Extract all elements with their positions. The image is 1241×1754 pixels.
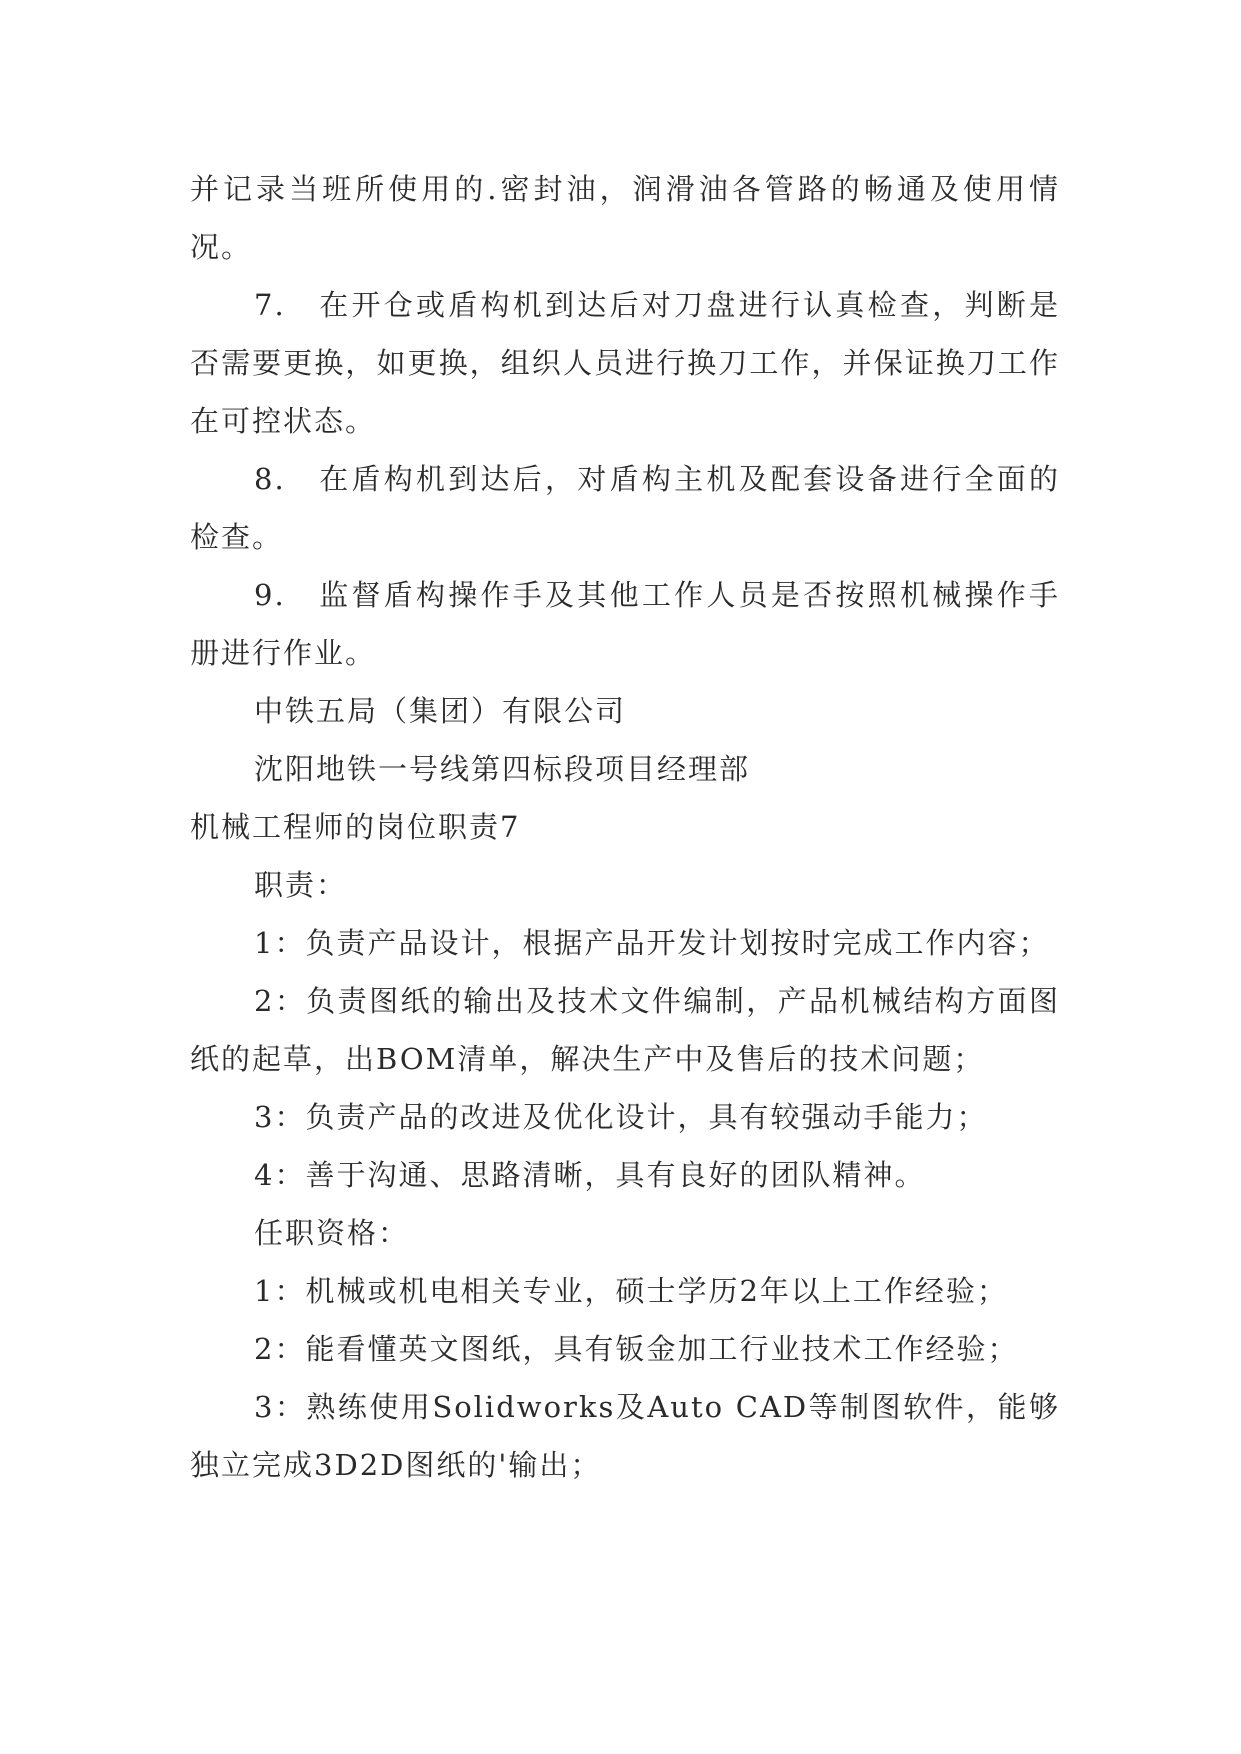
paragraph-item-9: 9. 监督盾构操作手及其他工作人员是否按照机械操作手册进行作业。	[190, 578, 1060, 670]
qualifications-label: 任职资格：	[254, 1216, 410, 1250]
qualification-item-1: 1：机械或机电相关专业，硕士学历2年以上工作经验；	[254, 1274, 1008, 1308]
paragraph-item-7: 7. 在开仓或盾构机到达后对刀盘进行认真检查，判断是否需要更换，如更换，组织人员进行换刀工作，并保证换刀工作在可控状态。	[190, 288, 1060, 438]
duties-label: 职责：	[254, 868, 348, 902]
paragraph-item-8: 8. 在盾构机到达后，对盾构主机及配套设备进行全面的检查。	[190, 462, 1060, 554]
department-name: 沈阳地铁一号线第四标段项目经理部	[254, 752, 751, 786]
paragraph-continuation: 并记录当班所使用的.密封油，润滑油各管路的畅通及使用情况。	[190, 172, 1060, 264]
duty-item-4: 4：善于沟通、思路清晰，具有良好的团队精神。	[254, 1158, 926, 1192]
qualification-item-2: 2：能看懂英文图纸，具有钣金加工行业技术工作经验；	[254, 1332, 1019, 1366]
qualification-item-3: 3：熟练使用Solidworks及Auto CAD等制图软件，能够独立完成3D2D图纸的'输出；	[190, 1390, 1060, 1482]
company-name: 中铁五局（集团）有限公司	[254, 694, 627, 728]
section-heading: 机械工程师的岗位职责7	[190, 810, 521, 844]
duty-item-2: 2：负责图纸的输出及技术文件编制，产品机械结构方面图纸的起草，出BOM清单，解决生产中及售后的技术问题；	[190, 984, 1060, 1076]
duty-item-1: 1：负责产品设计，根据产品开发计划按时完成工作内容；	[254, 926, 1050, 960]
duty-item-3: 3：负责产品的改进及优化设计，具有较强动手能力；	[254, 1100, 988, 1134]
document-body	[190, 160, 1060, 1494]
